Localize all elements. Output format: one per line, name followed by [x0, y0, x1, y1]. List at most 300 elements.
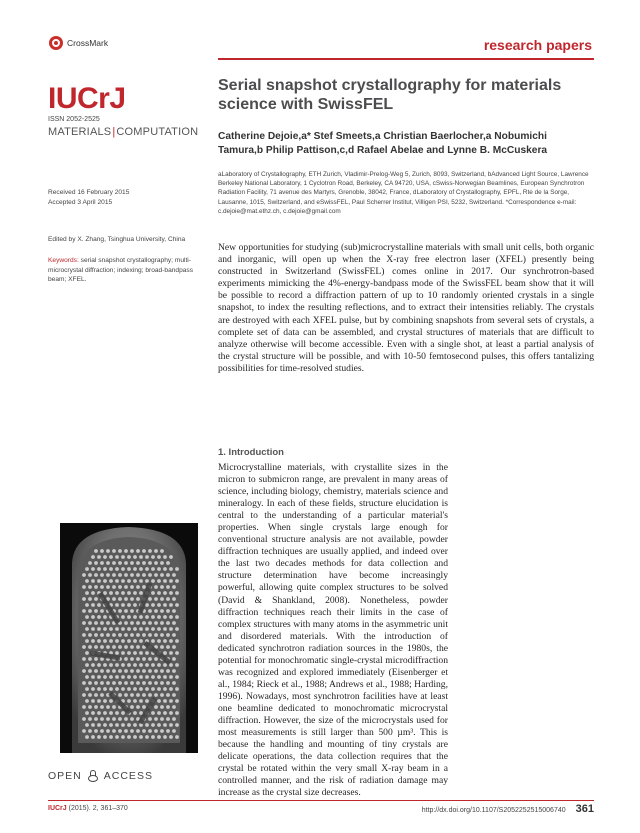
holder-dot: [175, 651, 179, 655]
holder-dot: [145, 651, 149, 655]
holder-dot: [94, 645, 98, 649]
holder-dot: [88, 573, 92, 577]
holder-dot: [88, 561, 92, 565]
holder-dot: [154, 597, 158, 601]
holder-dot: [124, 633, 128, 637]
holder-dot: [136, 597, 140, 601]
holder-dot: [130, 633, 134, 637]
section-heading-introduction: 1. Introduction: [218, 447, 284, 458]
holder-dot: [145, 567, 149, 571]
holder-dot: [94, 549, 98, 553]
holder-dot: [151, 627, 155, 631]
holder-dot: [169, 555, 173, 559]
holder-dot: [124, 561, 128, 565]
holder-dot: [88, 621, 92, 625]
holder-dot: [124, 621, 128, 625]
holder-dot: [118, 645, 122, 649]
holder-dot: [130, 645, 134, 649]
holder-dot: [97, 567, 101, 571]
holder-dot: [148, 717, 152, 721]
holder-dot: [82, 621, 86, 625]
holder-dot: [157, 687, 161, 691]
open-access-right: ACCESS: [103, 770, 153, 782]
holder-dot: [175, 615, 179, 619]
holder-dot: [172, 621, 176, 625]
holder-dot: [91, 615, 95, 619]
holder-dot: [124, 669, 128, 673]
holder-dot: [94, 597, 98, 601]
holder-dot: [130, 597, 134, 601]
holder-dot: [136, 633, 140, 637]
holder-dot: [91, 591, 95, 595]
holder-dot: [94, 705, 98, 709]
holder-dot: [97, 639, 101, 643]
holder-dot: [91, 699, 95, 703]
holder-dot: [85, 603, 89, 607]
holder-dot: [82, 597, 86, 601]
holder-dot: [103, 687, 107, 691]
holder-dot: [145, 675, 149, 679]
holder-dot: [166, 573, 170, 577]
holder-dot: [169, 627, 173, 631]
holder-dot: [145, 555, 149, 559]
holder-dot: [130, 609, 134, 613]
holder-dot: [106, 585, 110, 589]
holder-dot: [118, 585, 122, 589]
holder-dot: [103, 627, 107, 631]
holder-dot: [154, 549, 158, 553]
holder-dot: [103, 615, 107, 619]
holder-dot: [127, 579, 131, 583]
holder-dot: [136, 693, 140, 697]
holder-dot: [169, 579, 173, 583]
holder-dot: [142, 633, 146, 637]
holder-dot: [157, 567, 161, 571]
holder-dot: [142, 693, 146, 697]
holder-dot: [97, 735, 101, 739]
holder-dot: [121, 591, 125, 595]
holder-dot: [130, 585, 134, 589]
holder-dot: [103, 567, 107, 571]
holder-dot: [91, 567, 95, 571]
holder-dot: [148, 729, 152, 733]
holder-dot: [136, 681, 140, 685]
holder-dot: [151, 723, 155, 727]
holder-dot: [139, 735, 143, 739]
crossmark-badge[interactable]: [49, 36, 108, 50]
holder-dot: [172, 657, 176, 661]
holder-dot: [166, 669, 170, 673]
holder-dot: [157, 663, 161, 667]
holder-dot: [100, 633, 104, 637]
holder-dot: [109, 639, 113, 643]
holder-dot: [151, 675, 155, 679]
holder-dot: [130, 621, 134, 625]
holder-dot: [115, 627, 119, 631]
holder-dot: [109, 627, 113, 631]
holder-dot: [148, 633, 152, 637]
holder-dot: [91, 603, 95, 607]
holder-dot: [154, 705, 158, 709]
holder-dot: [121, 735, 125, 739]
holder-dot: [133, 699, 137, 703]
holder-dot: [151, 567, 155, 571]
holder-dot: [133, 639, 137, 643]
holder-dot: [133, 579, 137, 583]
holder-dot: [82, 717, 86, 721]
holder-dot: [133, 591, 137, 595]
holder-dot: [151, 603, 155, 607]
holder-dot: [109, 591, 113, 595]
holder-dot: [148, 681, 152, 685]
holder-dot: [145, 687, 149, 691]
holder-dot: [157, 615, 161, 619]
holder-dot: [175, 579, 179, 583]
holder-dot: [100, 561, 104, 565]
holder-dot: [148, 597, 152, 601]
holder-dot: [142, 561, 146, 565]
holder-dot: [160, 609, 164, 613]
holder-dot: [169, 591, 173, 595]
holder-dot: [139, 567, 143, 571]
holder-dot: [163, 579, 167, 583]
edited-by: Edited by X. Zhang, Tsinghua University, China: [48, 236, 186, 243]
holder-dot: [154, 717, 158, 721]
holder-dot: [115, 663, 119, 667]
holder-dot: [163, 651, 167, 655]
holder-dot: [97, 555, 101, 559]
holder-dot: [100, 693, 104, 697]
holder-dot: [94, 585, 98, 589]
holder-dot: [115, 579, 119, 583]
doi-link[interactable]: http://dx.doi.org/10.1107/S2052252515006740: [421, 807, 566, 814]
holder-dot: [97, 711, 101, 715]
holder-dot: [160, 633, 164, 637]
holder-dot: [136, 645, 140, 649]
holder-dot: [88, 657, 92, 661]
holder-dot: [172, 705, 176, 709]
holder-dot: [166, 561, 170, 565]
holder-dot: [109, 687, 113, 691]
holder-dot: [142, 729, 146, 733]
holder-dot: [175, 603, 179, 607]
holder-dot: [85, 639, 89, 643]
holder-dot: [151, 615, 155, 619]
holder-dot: [82, 585, 86, 589]
holder-dot: [175, 627, 179, 631]
holder-dot: [130, 573, 134, 577]
holder-dot: [85, 711, 89, 715]
article-dates: [48, 188, 129, 207]
holder-dot: [91, 627, 95, 631]
subject-computation: COMPUTATION: [116, 126, 199, 138]
subject-materials: MATERIALS: [48, 126, 112, 138]
holder-dot: [160, 597, 164, 601]
affiliations: aLaboratory of Crystallography, ETH Zurich, Vladimir-Prelog-Weg 5, Zurich, 8093, Switzerland, bAdvanced Light Source, Lawrence Berkeley National Laboratory, 1 Cyclotron Road, Berkeley, CA 94720, USA, cSwiss-Norwegian Beamlines, European Synchrotron Radiation Facility, 71 avenue des Martyrs, Grenoble, 38042, France, dLaboratory of Crystallography, EPFL, Rte de la Sorge, Lausanne, 1015, Switzerland, and eSwissFEL, Paul Scherrer Institut, Villigen PSI, 5232, Switzerland. *Correspondence e-mail: c.dejoie@mat.ethz.ch, c.dejoie@gmail.com: [218, 171, 589, 215]
holder-dot: [91, 663, 95, 667]
holder-dot: [160, 693, 164, 697]
holder-dot: [112, 669, 116, 673]
holder-dot: [118, 549, 122, 553]
abstract: New opportunities for studying (sub)microcrystalline materials with small unit cells, both organic and inorganic, will open up when the X-ray free electron laser (XFEL) presently being constructed in Switzerland (SwissFEL) comes online in 2017. Our synchrotron-based experiments mimicking the 4%-energy-bandpass mode of the SwissFEL beam show that it will be possible to record a diffraction pattern of up to 10 randomly oriented crystals in a single snapshot, to index the resulting reflections, and to extract their intensities reliably. The crystals are destroyed with each XFEL pulse, but by combining snapshots from several sets of crystals, a complete set of data can be assembled, and crystal structures of materials that are difficult to analyze otherwise will become accessible. Even with a single shot, at least a partial analysis of the crystal structure will be possible, and with 10-50 femtosecond pulses, this offers tantalizing possibilities for time-resolved studies.: [218, 242, 594, 374]
holder-dot: [115, 723, 119, 727]
holder-dot: [172, 597, 176, 601]
holder-dot: [124, 693, 128, 697]
holder-dot: [121, 651, 125, 655]
holder-dot: [103, 555, 107, 559]
holder-dot: [175, 711, 179, 715]
holder-dot: [157, 591, 161, 595]
holder-dot: [103, 675, 107, 679]
holder-dot: [94, 633, 98, 637]
holder-dot: [133, 711, 137, 715]
holder-dot: [175, 723, 179, 727]
holder-dot: [157, 723, 161, 727]
holder-dot: [157, 711, 161, 715]
holder-dot: [100, 609, 104, 613]
holder-dot: [94, 609, 98, 613]
holder-dot: [136, 561, 140, 565]
holder-dot: [148, 609, 152, 613]
holder-dot: [169, 603, 173, 607]
holder-dot: [103, 735, 107, 739]
holder-dot: [106, 645, 110, 649]
keywords-label: Keywords:: [48, 257, 79, 264]
holder-dot: [136, 573, 140, 577]
holder-dot: [82, 609, 86, 613]
holder-dot: [157, 699, 161, 703]
holder-dot: [166, 621, 170, 625]
holder-dot: [124, 609, 128, 613]
holder-dot: [130, 561, 134, 565]
holder-dot: [118, 561, 122, 565]
holder-dot: [121, 663, 125, 667]
holder-dot: [136, 549, 140, 553]
holder-dot: [163, 735, 167, 739]
holder-dot: [85, 651, 89, 655]
holder-dot: [145, 723, 149, 727]
holder-dot: [175, 687, 179, 691]
holder-dot: [148, 669, 152, 673]
holder-dot: [130, 657, 134, 661]
author-list: Catherine Dejoie,a* Stef Smeets,a Christian Baerlocher,a Nobumichi Tamura,b Philip Pattison,c,d Rafael Abelae and Lynne B. McCuskera: [218, 131, 548, 156]
holder-dot: [145, 699, 149, 703]
holder-dot: [127, 591, 131, 595]
holder-dot: [172, 573, 176, 577]
holder-dot: [169, 567, 173, 571]
holder-dot: [112, 597, 116, 601]
holder-dot: [88, 585, 92, 589]
holder-dot: [163, 723, 167, 727]
holder-dot: [160, 717, 164, 721]
holder-dot: [166, 585, 170, 589]
holder-dot: [139, 663, 143, 667]
holder-dot: [100, 681, 104, 685]
holder-dot: [85, 615, 89, 619]
holder-dot: [163, 567, 167, 571]
holder-dot: [136, 705, 140, 709]
holder-dot: [124, 597, 128, 601]
holder-dot: [124, 585, 128, 589]
holder-dot: [127, 567, 131, 571]
holder-dot: [103, 579, 107, 583]
holder-dot: [172, 681, 176, 685]
holder-dot: [148, 549, 152, 553]
holder-dot: [112, 633, 116, 637]
holder-dot: [118, 669, 122, 673]
holder-dot: [82, 669, 86, 673]
holder-dot: [154, 693, 158, 697]
holder-dot: [151, 639, 155, 643]
holder-dot: [94, 669, 98, 673]
holder-dot: [133, 687, 137, 691]
holder-dot: [103, 723, 107, 727]
holder-dot: [166, 609, 170, 613]
holder-dot: [142, 585, 146, 589]
holder-dot: [112, 717, 116, 721]
holder-dot: [88, 729, 92, 733]
holder-dot: [91, 735, 95, 739]
holder-dot: [127, 699, 131, 703]
holder-dot: [109, 711, 113, 715]
holder-dot: [163, 699, 167, 703]
holder-dot: [121, 723, 125, 727]
holder-dot: [91, 687, 95, 691]
holder-dot: [127, 603, 131, 607]
holder-dot: [142, 669, 146, 673]
holder-dot: [145, 735, 149, 739]
holder-dot: [100, 621, 104, 625]
holder-dot: [94, 561, 98, 565]
holder-dot: [166, 645, 170, 649]
holder-dot: [166, 597, 170, 601]
holder-dot: [151, 663, 155, 667]
holder-dot: [127, 687, 131, 691]
holder-dot: [127, 627, 131, 631]
holder-dot: [94, 573, 98, 577]
holder-dot: [127, 615, 131, 619]
article-title: Serial snapshot crystallography for materials science with SwissFEL: [218, 77, 562, 113]
holder-dot: [97, 615, 101, 619]
holder-dot: [163, 627, 167, 631]
holder-dot: [151, 687, 155, 691]
holder-dot: [151, 591, 155, 595]
holder-dot: [175, 591, 179, 595]
holder-dot: [103, 663, 107, 667]
holder-dot: [115, 675, 119, 679]
introduction-body: Microcrystalline materials, with crystallite sizes in the micron to submicron range, are prevalent in many areas of science, including biology, chemistry, materials science and mineralogy. In each of these fields, structure elucidation is central to the understanding of a particular material's properties. When single crystals large enough for conventional structure analysis are not available, powder diffraction techniques are usually applied, and indeed over the last two decades methods for data collection and structure determination have become increasingly powerful, allowing quite complex structures to be solved (David & Shankland, 2008). Nonetheless, powder diffraction techniques reach their limits in the case of complex structures with many atoms in the asymmetric unit and disordered materials. With the introduction of dedicated synchrotron radiation sources in the 1980s, the potential for monochromatic single-crystal microdiffraction was recognized and explored immediately (Eisenberger et al., 1984; Rieck et al., 1988; Andrews et al., 1988; Harding, 1996). Nowadays, most synchrotron facilities have at least one beamline dedicated to monochromatic microcrystal diffraction. However, the size of the microcrystals used for most measurements is still larger than 500 µm³. This is because the handling and mounting of tiny crystals are delicate operations, the data collection requires that the crystal be rotated within the very small X-ray beam in a controlled manner, and the risk of radiation damage may increase as the crystal size decreases.: [218, 462, 448, 799]
holder-dot: [163, 663, 167, 667]
holder-dot: [142, 549, 146, 553]
holder-dot: [133, 603, 137, 607]
holder-dot: [154, 669, 158, 673]
holder-dot: [112, 585, 116, 589]
holder-dot: [91, 723, 95, 727]
holder-dot: [88, 609, 92, 613]
holder-dot: [148, 561, 152, 565]
holder-dot: [115, 591, 119, 595]
issn: ISSN 2052-2525: [48, 116, 100, 123]
holder-dot: [100, 549, 104, 553]
holder-dot: [133, 735, 137, 739]
holder-dot: [85, 675, 89, 679]
holder-dot: [106, 621, 110, 625]
holder-dot: [88, 645, 92, 649]
holder-dot: [172, 585, 176, 589]
holder-dot: [103, 639, 107, 643]
keywords: [48, 256, 208, 285]
holder-dot: [142, 621, 146, 625]
holder-dot: [97, 675, 101, 679]
holder-dot: [103, 711, 107, 715]
holder-dot: [145, 615, 149, 619]
holder-dot: [136, 729, 140, 733]
holder-dot: [166, 693, 170, 697]
holder-dot: [157, 735, 161, 739]
holder-dot: [124, 717, 128, 721]
holder-dot: [115, 651, 119, 655]
holder-dot: [175, 663, 179, 667]
holder-dot: [97, 627, 101, 631]
holder-dot: [106, 681, 110, 685]
holder-dot: [130, 729, 134, 733]
journal-subject: [48, 126, 198, 138]
holder-dot: [88, 705, 92, 709]
holder-dot: [109, 699, 113, 703]
holder-dot: [139, 639, 143, 643]
holder-dot: [163, 555, 167, 559]
open-access-left: OPEN: [48, 770, 82, 782]
holder-dot: [94, 693, 98, 697]
holder-dot: [112, 549, 116, 553]
holder-dot: [172, 729, 176, 733]
holder-dot: [142, 705, 146, 709]
holder-dot: [142, 573, 146, 577]
holder-dot: [100, 669, 104, 673]
holder-dot: [91, 555, 95, 559]
holder-dot: [94, 681, 98, 685]
holder-dot: [88, 669, 92, 673]
holder-dot: [91, 639, 95, 643]
footer-journal: IUCrJ: [48, 805, 67, 812]
holder-dot: [139, 555, 143, 559]
holder-dot: [118, 693, 122, 697]
page-number: 361: [575, 803, 594, 815]
holder-dot: [109, 555, 113, 559]
holder-dot: [139, 687, 143, 691]
holder-dot: [109, 663, 113, 667]
holder-dot: [160, 573, 164, 577]
holder-dot: [124, 573, 128, 577]
holder-dot: [109, 579, 113, 583]
journal-logo: IUCrJ: [48, 82, 126, 115]
holder-dot: [82, 645, 86, 649]
open-lock-icon: [88, 770, 98, 782]
holder-dot: [160, 669, 164, 673]
holder-dot: [82, 705, 86, 709]
holder-dot: [109, 567, 113, 571]
holder-dot: [121, 687, 125, 691]
holder-dot: [160, 705, 164, 709]
section-label: research papers: [483, 37, 592, 53]
holder-dot: [154, 681, 158, 685]
holder-dot: [106, 669, 110, 673]
holder-dot: [163, 687, 167, 691]
holder-dot: [160, 645, 164, 649]
holder-dot: [127, 555, 131, 559]
holder-dot: [169, 687, 173, 691]
holder-dot: [109, 675, 113, 679]
